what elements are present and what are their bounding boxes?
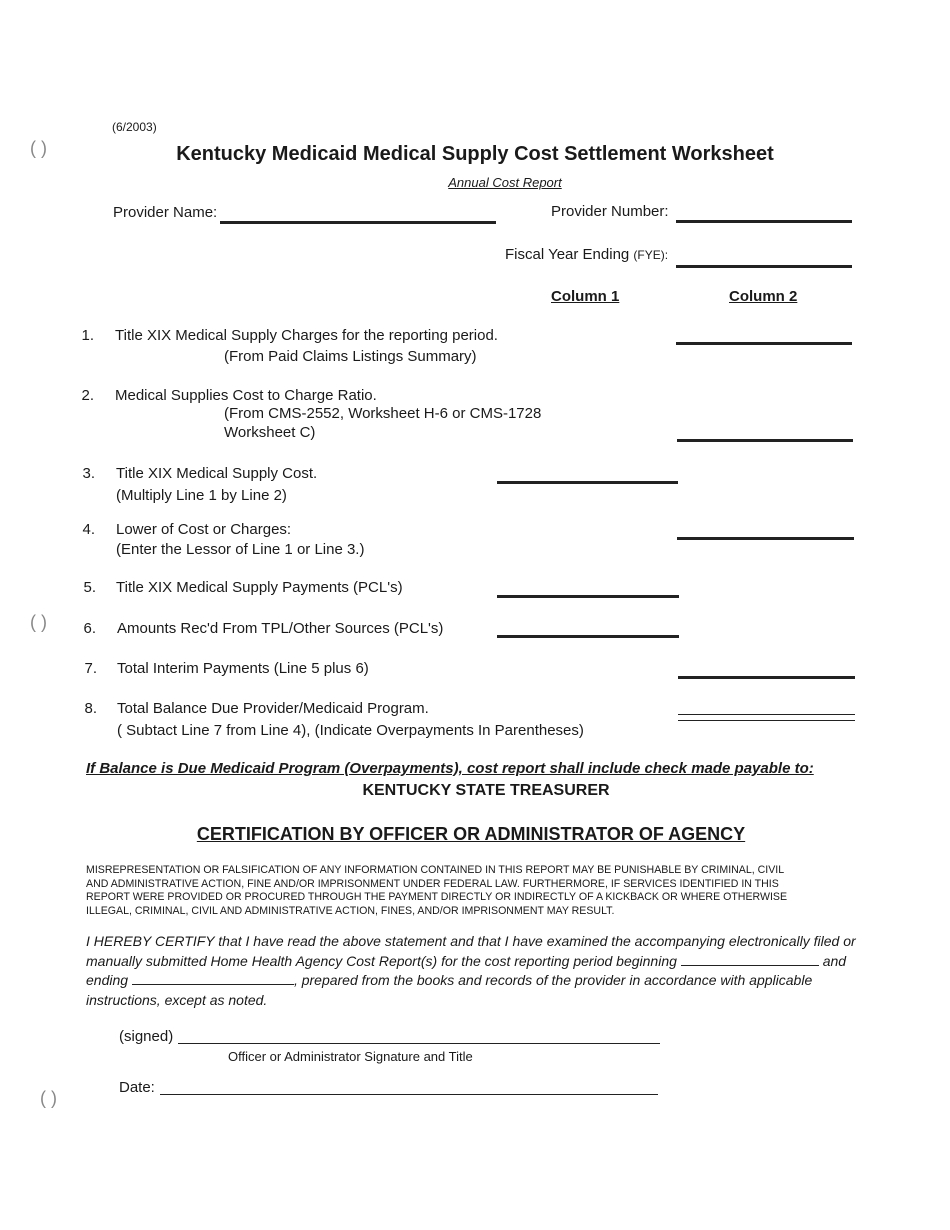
line-7-text: Total Interim Payments (Line 5 plus 6)	[117, 660, 369, 677]
signature-caption: Officer or Administrator Signature and Title	[228, 1049, 473, 1064]
line-3-note: (Multiply Line 1 by Line 2)	[116, 487, 287, 504]
balance-due-note: If Balance is Due Medicaid Program (Overpayments), cost report shall include check made payable to:	[86, 760, 814, 777]
line-1-note: (From Paid Claims Listings Summary)	[224, 348, 477, 365]
fye-field[interactable]	[676, 265, 852, 268]
signature-field[interactable]	[178, 1043, 660, 1044]
date-field[interactable]	[160, 1094, 658, 1095]
line-6-text: Amounts Rec'd From TPL/Other Sources (PCL's)	[117, 620, 444, 637]
line-1-column-2-field[interactable]	[676, 342, 852, 345]
punch-hole-mark-icon: ( )	[40, 1088, 57, 1108]
line-5-column-1-field[interactable]	[497, 595, 679, 598]
line-4-text: Lower of Cost or Charges:	[116, 521, 292, 538]
certification-statement	[86, 932, 856, 1010]
page-title: Kentucky Medicaid Medical Supply Cost Settlement Worksheet	[176, 143, 774, 165]
line-8-column-2-field[interactable]	[678, 714, 855, 721]
line-4-column-2-field[interactable]	[677, 537, 854, 540]
line-2-note: (From CMS-2552, Worksheet H-6 or CMS-1728	[224, 405, 542, 422]
line-2-column-2-field[interactable]	[677, 439, 853, 442]
date-label: Date:	[119, 1079, 155, 1096]
signed-label: (signed)	[119, 1028, 174, 1045]
provider-name-field[interactable]	[220, 221, 496, 224]
statement-part-c: , prepared from the books and records of the provider in accordance with applicable instructions, except as noted.	[86, 972, 813, 1008]
line-8-note: ( Subtact Line 7 from Line 4), (Indicate Overpayments In Parentheses)	[117, 722, 584, 739]
line-2-note-continued: Worksheet C)	[224, 424, 316, 441]
column-2-header: Column 2	[729, 288, 798, 305]
line-4-note: (Enter the Lessor of Line 1 or Line 3.)	[116, 541, 365, 558]
period-begin-field[interactable]	[681, 953, 819, 966]
period-end-field[interactable]	[132, 972, 294, 985]
statement-part-a: I HEREBY CERTIFY that I have read the above statement and that I have examined the accompanying electronically filed or manually submitted Home Health Agency Cost Report(s) for the cost reporting period beginning	[86, 933, 856, 969]
certification-warning: MISREPRESENTATION OR FALSIFICATION OF ANY INFORMATION CONTAINED IN THIS REPORT MAY BE PUNISHABLE BY CRIMINAL, CIVIL AND ADMINISTRATIVE ACTION, FINE AND/OR IMPRISONMENT UNDER FEDERAL LAW. FURTHERMORE, IF SERVICES IDENTIFIED IN THIS REPORT WERE PROVIDED OR PROCURED THROUGH THE PAYMENT DIRECTLY OR INDIRECTLY OF A KICKBACK OR WHERE OTHERWISE ILLEGAL, CRIMINAL, CIVIL AND ADMINISTRATIVE ACTION, FINES, AND/OR IMPRISONMENT MAY RESULT.	[86, 864, 788, 917]
line-2-text: Medical Supplies Cost to Charge Ratio.	[115, 387, 377, 404]
provider-name-label: Provider Name:	[113, 204, 218, 221]
line-3-column-1-field[interactable]	[497, 481, 678, 484]
line-7-column-2-field[interactable]	[678, 676, 855, 679]
line-5-number: 5.	[83, 579, 96, 596]
line-6-column-1-field[interactable]	[497, 635, 679, 638]
form-revision: (6/2003)	[112, 120, 157, 134]
line-6-number: 6.	[83, 620, 96, 637]
provider-number-field[interactable]	[676, 220, 852, 223]
fye-label: Fiscal Year Ending (FYE):	[505, 246, 669, 263]
column-1-header: Column 1	[551, 288, 620, 305]
line-3-text: Title XIX Medical Supply Cost.	[116, 465, 318, 482]
page-subtitle: Annual Cost Report	[448, 175, 562, 190]
line-2-number: 2.	[81, 387, 94, 404]
line-1-text: Title XIX Medical Supply Charges for the reporting period.	[115, 327, 498, 344]
line-4-number: 4.	[82, 521, 95, 538]
line-1-number: 1.	[81, 327, 94, 344]
line-3-number: 3.	[82, 465, 95, 482]
certification-heading: CERTIFICATION BY OFFICER OR ADMINISTRATOR OF AGENCY	[196, 824, 746, 844]
statement-part-b: and ending	[86, 952, 847, 988]
line-5-text: Title XIX Medical Supply Payments (PCL's)	[116, 579, 403, 596]
line-7-number: 7.	[84, 660, 97, 677]
line-8-text: Total Balance Due Provider/Medicaid Program.	[117, 700, 429, 717]
punch-hole-mark-icon: ( )	[30, 138, 47, 158]
line-8-number: 8.	[84, 700, 97, 717]
punch-hole-mark-icon: ( )	[30, 612, 47, 632]
provider-number-label: Provider Number:	[551, 203, 669, 220]
payee-name: KENTUCKY STATE TREASURER	[362, 782, 610, 799]
